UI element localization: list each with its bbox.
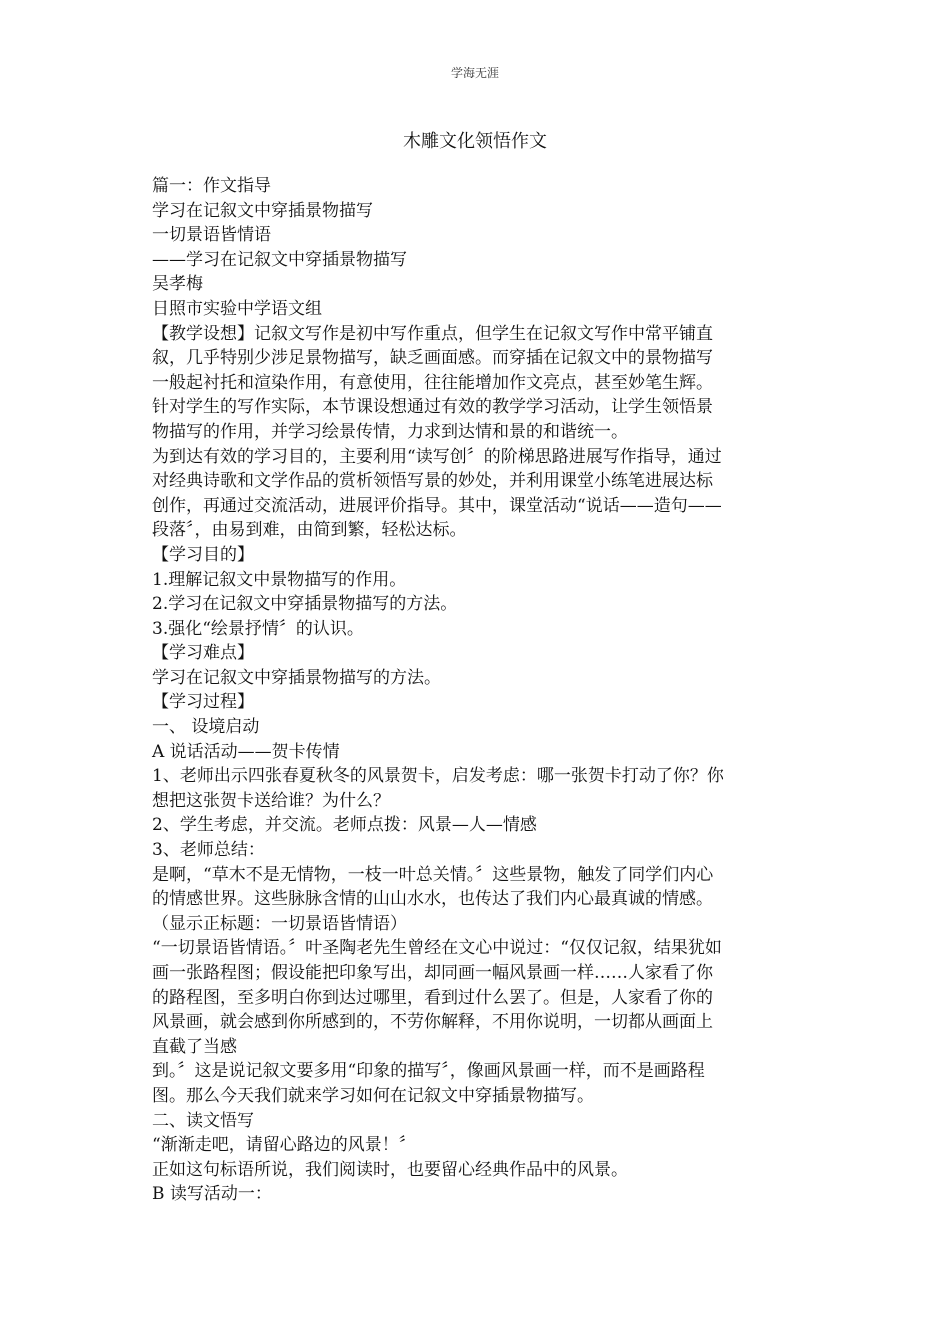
text-line: 创作，再通过交流活动，进展评价指导。其中，课堂活动“说话——造句——: [152, 495, 722, 516]
text-line: 为到达有效的学习目的，主要利用“读写创〞的阶梯思路进展写作指导，通过: [152, 446, 722, 467]
text-line: 吴孝梅: [152, 274, 203, 295]
text-line: 想把这张贺卡送给谁？为什么？: [152, 790, 390, 811]
text-line: 的路程图，至多明白你到达过哪里，看到过什么罢了。但是，人家看了你的: [152, 987, 713, 1008]
text-line: 到。〞这是说记叙文要多用“印象的描写〞，像画风景画一样，而不是画路程: [152, 1061, 705, 1082]
text-line: A 说话活动——贺卡传情: [152, 741, 340, 762]
text-line: ——学习在记叙文中穿插景物描写: [152, 249, 407, 270]
text-line: 【教学设想】记叙文写作是初中写作重点，但学生在记叙文写作中常平铺直: [152, 323, 713, 344]
page-header: 学海无涯: [450, 66, 499, 80]
text-line: 学习在记叙文中穿插景物描写: [152, 200, 373, 221]
text-line: 画一张路程图；假设能把印象写出，却同画一幅风景画一样……人家看了你: [152, 963, 713, 983]
text-line: （显示正标题：一切景语皆情语）: [152, 913, 407, 934]
text-line: 篇一：作文指导: [152, 176, 271, 196]
text-line: 3.强化“绘景抒情〞的认识。: [152, 618, 364, 639]
text-line: 1.理解记叙文中景物描写的作用。: [152, 569, 407, 590]
text-line: 日照市实验中学语文组: [152, 298, 322, 319]
text-line: 图。那么今天我们就来学习如何在记叙文中穿插景物描写。: [152, 1085, 594, 1106]
text-line: “渐渐走吧，请留心路边的风景！〞: [152, 1135, 416, 1156]
text-line: 的情感世界。这些脉脉含情的山山水水，也传达了我们内心最真诚的情感。: [152, 889, 713, 910]
text-line: 是啊，“草木不是无情物，一枝一叶总关情。〞这些景物，触发了同学们内心: [152, 864, 714, 885]
text-line: 物描写的作用，并学习绘景传情，力求到达情和景的和谐统一。: [152, 421, 628, 442]
text-line: 【学习目的】: [152, 544, 254, 565]
text-line: 【学习难点】: [152, 643, 254, 664]
text-line: “一切景语皆情语。〞叶圣陶老先生曾经在文心中说过：“仅仅记叙，结果犹如: [152, 938, 722, 959]
text-line: 一、 设境启动: [152, 717, 260, 738]
text-line: 叙，几乎特别少涉足景物描写，缺乏画面感。而穿插在记叙文中的景物描写: [152, 348, 713, 369]
text-line: 【学习过程】: [152, 692, 254, 713]
text-line: 1、老师出示四张春夏秋冬的风景贺卡，启发考虑：哪一张贺卡打动了你？你: [152, 766, 724, 787]
text-line: 一切景语皆情语: [152, 225, 271, 246]
text-line: 3、老师总结：: [152, 840, 265, 861]
text-line: 2、学生考虑，并交流。老师点拨：风景—人—情感: [152, 815, 537, 836]
text-line: 一般起衬托和渲染作用，有意使用，往往能增加作文亮点，甚至妙笔生辉。: [152, 372, 713, 393]
document-body: [152, 174, 802, 1207]
text-line: 学习在记叙文中穿插景物描写的方法。: [152, 667, 441, 688]
text-line: 二、读文悟写: [152, 1110, 254, 1131]
text-line: 2.学习在记叙文中穿插景物描写的方法。: [152, 594, 458, 615]
document-title: 木雕文化领悟作文: [403, 131, 547, 152]
text-line: 对经典诗歌和文学作品的赏析领悟写景的妙处，并利用课堂小练笔进展达标: [152, 471, 713, 492]
text-line: B 读写活动一：: [152, 1184, 272, 1205]
text-line: 风景画，就会感到你所感到的，不劳你解释，不用你说明，一切都从画面上: [152, 1012, 713, 1033]
text-line: 针对学生的写作实际，本节课设想通过有效的教学学习活动，让学生领悟景: [152, 397, 713, 418]
text-line: 正如这句标语所说，我们阅读时，也要留心经典作品中的风景。: [152, 1159, 628, 1180]
text-line: 段落〞，由易到难，由简到繁，轻松达标。: [152, 520, 467, 541]
text-line: 直截了当感: [152, 1036, 237, 1057]
